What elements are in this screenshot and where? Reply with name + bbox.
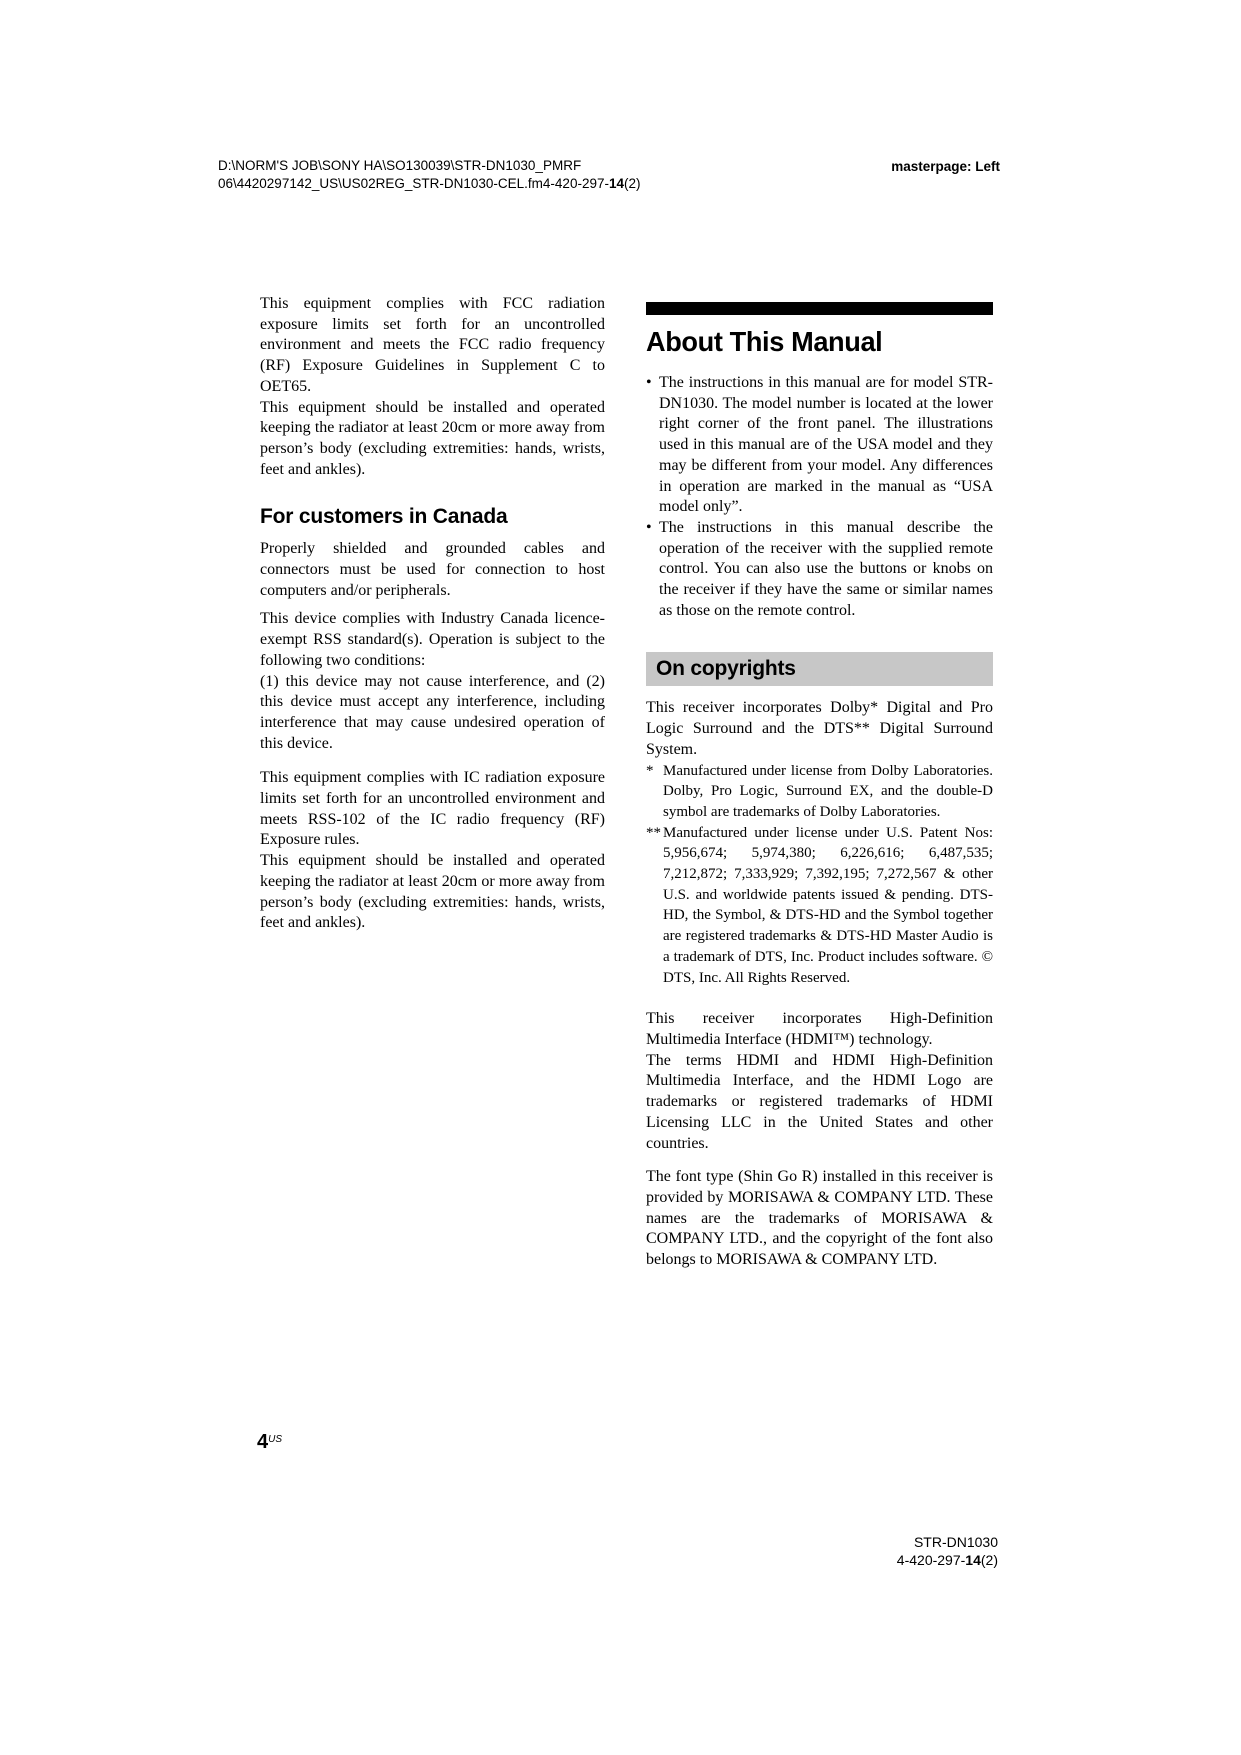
chapter-title-bar [646, 302, 993, 315]
bullet-marker: • [646, 518, 652, 536]
copyrights-heading: On copyrights [646, 652, 993, 686]
bullet-marker: • [646, 374, 652, 391]
canada-rss-paragraph: This device complies with Industry Canada licence-exempt RSS standard(s). Operation is subject to the following two conditions: [260, 610, 605, 669]
file-path-line1: D:\NORM'S JOB\SONY HA\SO130039\STR-DN1030_PMRF [218, 158, 582, 173]
hdmi-trademark-paragraph: The terms HDMI and HDMI High-Definition Multimedia Interface, and the HDMI Logo are trademarks or registered trademarks of HDMI Licensing LLC in the United States and other countries. [646, 1051, 993, 1152]
left-column [260, 294, 605, 934]
masterpage-label: masterpage: Left [891, 159, 1000, 174]
document-number: 4-420-297-14(2) [896, 1551, 998, 1568]
model-number: STR-DN1030 [913, 1534, 998, 1550]
copyrights-intro-paragraph: This receiver incorporates Dolby* Digital and Pro Logic Surround and the DTS** Digital Surround System. [646, 699, 993, 758]
ic-exposure-paragraph: This equipment complies with IC radiation exposure limits set forth for an uncontrolled environment and meets RSS-102 of the IC radio frequency (RF) Exposure rules. [260, 769, 605, 849]
page-number: $4^{US}$ [257, 1431, 283, 1453]
right-column [646, 302, 993, 1271]
dolby-footnote [646, 761, 993, 823]
list-item [646, 373, 993, 518]
footnote-marker: * [646, 762, 654, 779]
fcc-exposure-paragraph: This equipment complies with FCC radiation exposure limits set forth for an uncontrolled environment and meets the FCC radio frequency (RF) Exposure Guidelines in Supplement C to OET65. [260, 295, 605, 395]
bullet-text: The instructions in this manual are for model STR-DN1030. The model number is located at the lower right corner of the front panel. The illustrations used in this manual are of the USA model and they may be different from your model. Any differences in operation are marked in the manual as “USA model only”. [659, 374, 993, 516]
ic-installation-paragraph: This equipment should be installed and operated keeping the radiator at least 20cm or more away from person’s body (excluding extremities: hands, wrists, feet and ankles). [260, 852, 605, 932]
canada-cables-paragraph: Properly shielded and grounded cables and connectors must be used for connection to host computers and/or peripherals. [260, 540, 605, 599]
chapter-title: About This Manual [646, 326, 883, 357]
document-id-footer [700, 1534, 998, 1569]
canada-section-heading: For customers in Canada [260, 505, 508, 529]
file-path-line2: 06\4420297142_US\US02REG_STR-DN1030-CEL.fm4-420-297-14(2) [218, 175, 641, 191]
canada-conditions-paragraph: (1) this device may not cause interference, and (2) this device must accept any interference, including interference that may cause undesired operation of this device. [260, 672, 605, 752]
fcc-installation-paragraph: This equipment should be installed and operated keeping the radiator at least 20cm or more away from person’s body (excluding extremities: hands, wrists, feet and ankles). [260, 398, 605, 478]
footnote-text: Manufactured under license under U.S. Patent Nos: 5,956,674; 5,974,380; 6,226,616; 6,487,535; 7,212,872; 7,333,929; 7,392,195; 7,272,567 & other U.S. and worldwide patents issued & pending. DTS-HD, the Symbol, & DTS-HD and the Symbol together are registered trademarks & DTS-HD Master Audio is a trademark of DTS, Inc. Product includes software. © DTS, Inc. All Rights Reserved. [663, 824, 993, 986]
hdmi-paragraph: This receiver incorporates High-Definition Multimedia Interface (HDMI™) technology. [646, 1010, 993, 1048]
footnote-marker: ** [646, 824, 661, 841]
about-bullet-list [646, 373, 993, 621]
page-region-superscript: US [268, 1434, 283, 1445]
dts-footnote [646, 823, 993, 989]
file-path-header [218, 157, 641, 192]
font-license-paragraph: The font type (Shin Go R) installed in this receiver is provided by MORISAWA & COMPANY LTD. These names are the trademarks of MORISAWA & COMPANY LTD., and the copyright of the font also belongs to MORISAWA & COMPANY LTD. [646, 1168, 993, 1269]
bullet-text: The instructions in this manual describe the operation of the receiver with the supplied remote control. You can also use the buttons or knobs on the receiver if they have the same or similar names as those on the remote control. [659, 518, 993, 619]
list-item [646, 518, 993, 622]
footnote-text: Manufactured under license from Dolby Laboratories. Dolby, Pro Logic, Surround EX, and the double-D symbol are trademarks of Dolby Laboratories. [663, 762, 993, 820]
